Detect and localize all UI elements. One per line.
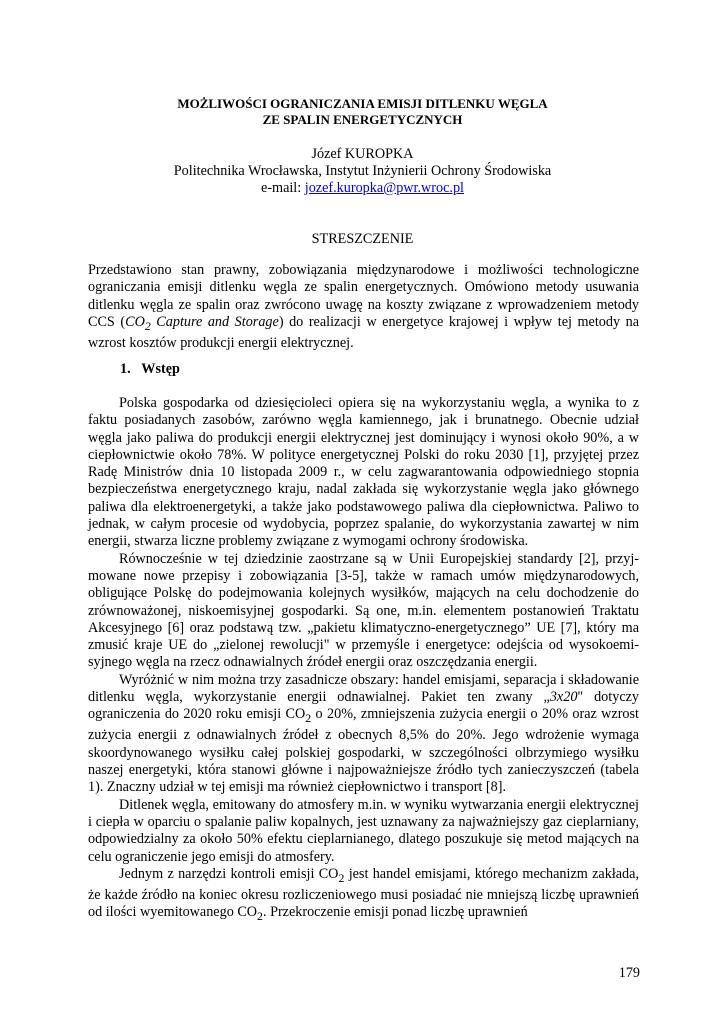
email-label: e-mail: bbox=[261, 180, 305, 196]
section-number: 1. bbox=[120, 361, 131, 377]
paragraph-5-part-a: Jednym z narzędzi kontroli emisji CO bbox=[119, 865, 339, 882]
abstract-text-part-2: ) do realizacji w energetyce krajowej i wpływ tej metody na wzrost kosztów produkcji energii elektrycznej. bbox=[88, 313, 639, 352]
body-text bbox=[88, 395, 639, 925]
page-number: 179 bbox=[618, 965, 640, 981]
section-heading bbox=[120, 361, 180, 378]
abstract-ccs-rest: Capture and Storage bbox=[150, 313, 279, 330]
author-affiliation: Politechnika Wrocławska, Instytut Inżynierii Ochrony Środowiska bbox=[173, 163, 552, 179]
abstract-ccs-term bbox=[125, 313, 279, 333]
paragraph-3-italic: 3x20 bbox=[549, 689, 578, 706]
email-link[interactable]: jozef.kuropka@pwr.wroc.pl bbox=[304, 180, 464, 196]
abstract-text-part-1: Przedstawiono stan prawny, zobowiązania międzynarodowe i możliwości technologiczne ograniczania emisji ditlenku węgla ze spalin energetycznych. Omówiono metody usuwania ditlenku węgla ze spalin oraz zwrócono uwagę na koszty związane z wprowadzeniem metody CCS ( bbox=[88, 262, 639, 330]
paragraph-2: Równocześnie w tej dziedzinie zaostrzane są w Unii Europejskiej standardy [2], przyjmowane nowe przepisy i zobowiązania [3-5], także w ramach umów międzynarodowych, obligujące Polskę do podejmowania kolejnych wysiłków, mających na celu dochodzenie do zrównoważonej, niskoemisyjnej gospodarki. Są one, m.in. elementem postanowień Traktatu Akcesyjnego [6] oraz podstawą tzw. „pakietu klimatyczno-energetycznego” UE [7], który ma zmusić kraje UE do „zielonej rewolucji" w przemyśle i energetyce: odejścia od wysokoemisyjnego węgla na rzecz odnawialnych źródeł energii oraz oszczędzania energii. bbox=[88, 550, 639, 671]
paragraph-5 bbox=[88, 866, 639, 926]
paragraph-4: Ditlenek węgla, emitowany do atmosfery m.in. w wyniku wytwarzania energii elektrycznej i ciepła w oparciu o spalanie paliw kopalnych, jest uznawany za najważniejszy gaz cieplarniany, odpowiedzialny za około 50% efektu cieplarnianego, dlatego poszukuje się metod mających na celu ograniczenie jego emisji do atmosfery. bbox=[88, 796, 639, 865]
author-email-line bbox=[0, 180, 725, 197]
paragraph-3-part-c: o 20%, zmniejszenia zużycia energii o 20% oraz wzrost zużycia energii z odnawialnych źródeł z obecnych 8,5% do 20%. Jego wdrożenie wymaga skoordynowanego wysiłku całej polskiej gospodarki, w szczególności olbrzymiego wysiłku naszej energetyki, która stanowi główne i najpoważniejsze źródło tych zanieczyszczeń (tabela 1). Znaczny udział w tej emisji ma również ciepłownictwo i transport [8]. bbox=[88, 706, 639, 796]
abstract-heading: STRESZCZENIE bbox=[311, 231, 414, 247]
paragraph-1: Polska gospodarka od dziesięcioleci opiera się na wykorzystaniu węgla, a wynika to z faktu posiadanych zasobów, zarówno węgla kamiennego, jak i brunatnego. Obecnie udział węgla jako paliwa do produkcji energii elektrycznej jest dominujący i wynosi około 90%, a w ciepłownictwie około 78%. W polityce energetycznej Polski do roku 2030 [1], przyjętej przez Radę Ministrów dnia 10 listopada 2009 r., w celu zagwarantowania odpowiedniego stopnia bezpieczeństwa energetycznego kraju, nadal zakłada się wykorzystanie węgla jako głównego paliwa dla elektroenergetyki, a także jako podstawowego paliwa dla ciepłownictwa. Paliwo to jednak, w całym procesie od wydobycia, poprzez spalanie, do wykorzystania zawartej w nim energii, stwarza liczne problemy związane z wymogami ochrony środowiska. bbox=[88, 395, 639, 550]
paragraph-5-subscript-1: 2 bbox=[338, 870, 345, 885]
paper-title-line-2: ZE SPALIN ENERGETYCZNYCH bbox=[262, 112, 463, 127]
paragraph-3-part-a: Wyróżnić w nim można trzy zasadnicze obszary: handel emisjami, separacja i składowanie ditlenku węgla, wykorzystanie energii odnawialnej. Pakiet ten zwany „ bbox=[88, 671, 639, 706]
paragraph-3-subscript: 2 bbox=[305, 711, 312, 726]
paragraph-3 bbox=[88, 672, 639, 797]
paper-title-line-1: MOŻLIWOŚCI OGRANICZANIA EMISJI DITLENKU WĘGLA bbox=[177, 96, 548, 111]
paragraph-5-subscript-2: 2 bbox=[257, 909, 263, 924]
abstract-ccs-subscript: 2 bbox=[144, 318, 151, 333]
abstract-ccs-co: CO bbox=[125, 313, 145, 330]
section-title: Wstęp bbox=[141, 361, 180, 377]
author-name: Józef KUROPKA bbox=[311, 146, 414, 162]
paragraph-3-part-b: " dotyczy ograniczenia do 2020 roku emisji CO bbox=[88, 689, 640, 723]
paragraph-5-part-c: . Przekroczenie emisji ponad liczbę uprawnień bbox=[262, 904, 528, 921]
abstract-text bbox=[88, 262, 639, 352]
paragraph-5-part-b: jest handel emisjami, którego mechanizm zakłada, że każde źródło na koniec okresu rozliczeniowego musi posiadać nie mniejszą liczbę uprawnień od ilości wyemitowanego CO bbox=[88, 865, 639, 921]
